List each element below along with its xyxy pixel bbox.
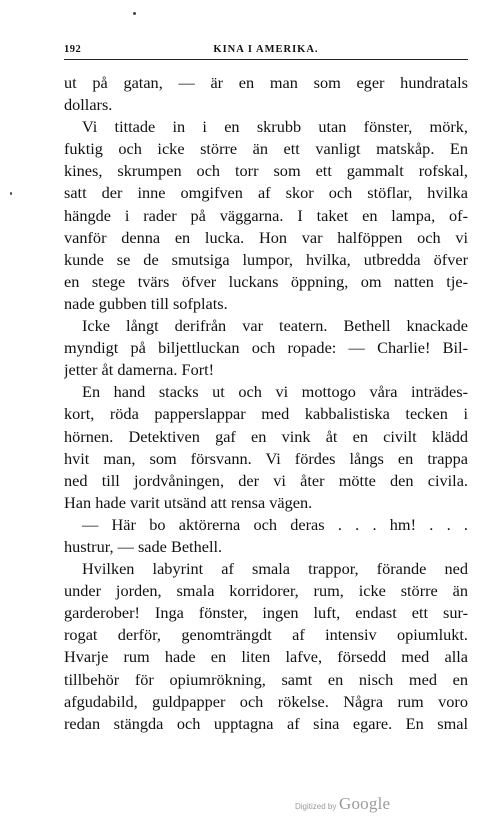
text-line: En hand stacks ut och vi mottogo våra inträdes- (82, 382, 468, 402)
text-line: Icke långt derifrån var teatern. Bethell knackade (82, 316, 468, 336)
text-line: — Här bo aktörerna och deras . . . hm! . . . (82, 514, 468, 534)
text-line: jetter åt damerna. Fort! (64, 360, 215, 380)
running-title: KINA I AMERIKA. (213, 44, 319, 55)
text-line: Vi tittade in i en skrubb utan fönster, mörk, (82, 117, 468, 137)
text-line: hvit man, som försvann. Vi fördes långs en trappa (64, 448, 468, 468)
ink-speck (133, 12, 136, 15)
text-line: Hvarje rum hade en liten lafve, försedd med alla (64, 647, 468, 667)
text-line: redan stängda och upptagna af sina egare. En smal (64, 713, 468, 733)
text-line: hörnen. Detektiven gaf en vink åt en civilt klädd (64, 426, 468, 446)
text-line: nade gubben till sofplats. (64, 293, 228, 313)
text-line: fuktig och icke större än ett vanligt matskåp. En (64, 139, 468, 159)
text-line: Hvilken labyrint af smala trappor, förande ned (82, 559, 468, 579)
text-line: afgudabild, guldpapper och rökelse. Några rum voro (64, 691, 468, 711)
digitized-by-watermark (295, 794, 405, 812)
text-line: kunde se de smutsiga lumpor, hvilka, utbredda öfver (64, 249, 468, 269)
text-line: hustrur, — sade Bethell. (64, 536, 223, 556)
ink-speck (10, 192, 12, 195)
digitized-label: Digitized by (295, 802, 337, 811)
text-line: ut på gatan, — är en man som eger hundratals (64, 73, 468, 92)
text-line: myndigt på biljettluckan och ropade: — Charlie! Bil- (64, 338, 468, 358)
google-logo: Google (339, 794, 391, 813)
text-line: under jorden, smala korridorer, rum, icke större än (64, 581, 468, 601)
text-line: kines, skrumpen och torr som ett gammalt rofskal, (64, 161, 468, 181)
text-line: ned till jordvåningen, der vi åter mötte den civila. (64, 470, 468, 490)
header-rule (64, 59, 468, 60)
text-line: kort, röda papperslappar med kabbalistiska tecken i (64, 404, 468, 424)
text-line: rogat derför, genomträngdt af intensiv opiumlukt. (64, 625, 468, 645)
text-line: en stege tvärs öfver luckans öppning, om natten tje- (64, 271, 468, 291)
page-header (64, 40, 468, 60)
text-line: vanför denna en lucka. Hon var halföppen och vi (64, 227, 468, 247)
text-line: Han hade varit utsänd att rensa vägen. (64, 492, 313, 512)
text-line: garderober! Inga fönster, ingen luft, endast ett sur- (64, 603, 468, 623)
text-line: dollars. (64, 95, 113, 115)
body-text (64, 72, 468, 735)
page-number: 192 (64, 44, 82, 55)
text-line: hängde i rader på väggarna. I taket en lampa, of- (64, 205, 468, 225)
text-line: satt der inne omgifven af skor och stöflar, hvilka (64, 183, 468, 203)
text-line: tillbehör för opiumrökning, samt en nisch med en (64, 669, 468, 689)
